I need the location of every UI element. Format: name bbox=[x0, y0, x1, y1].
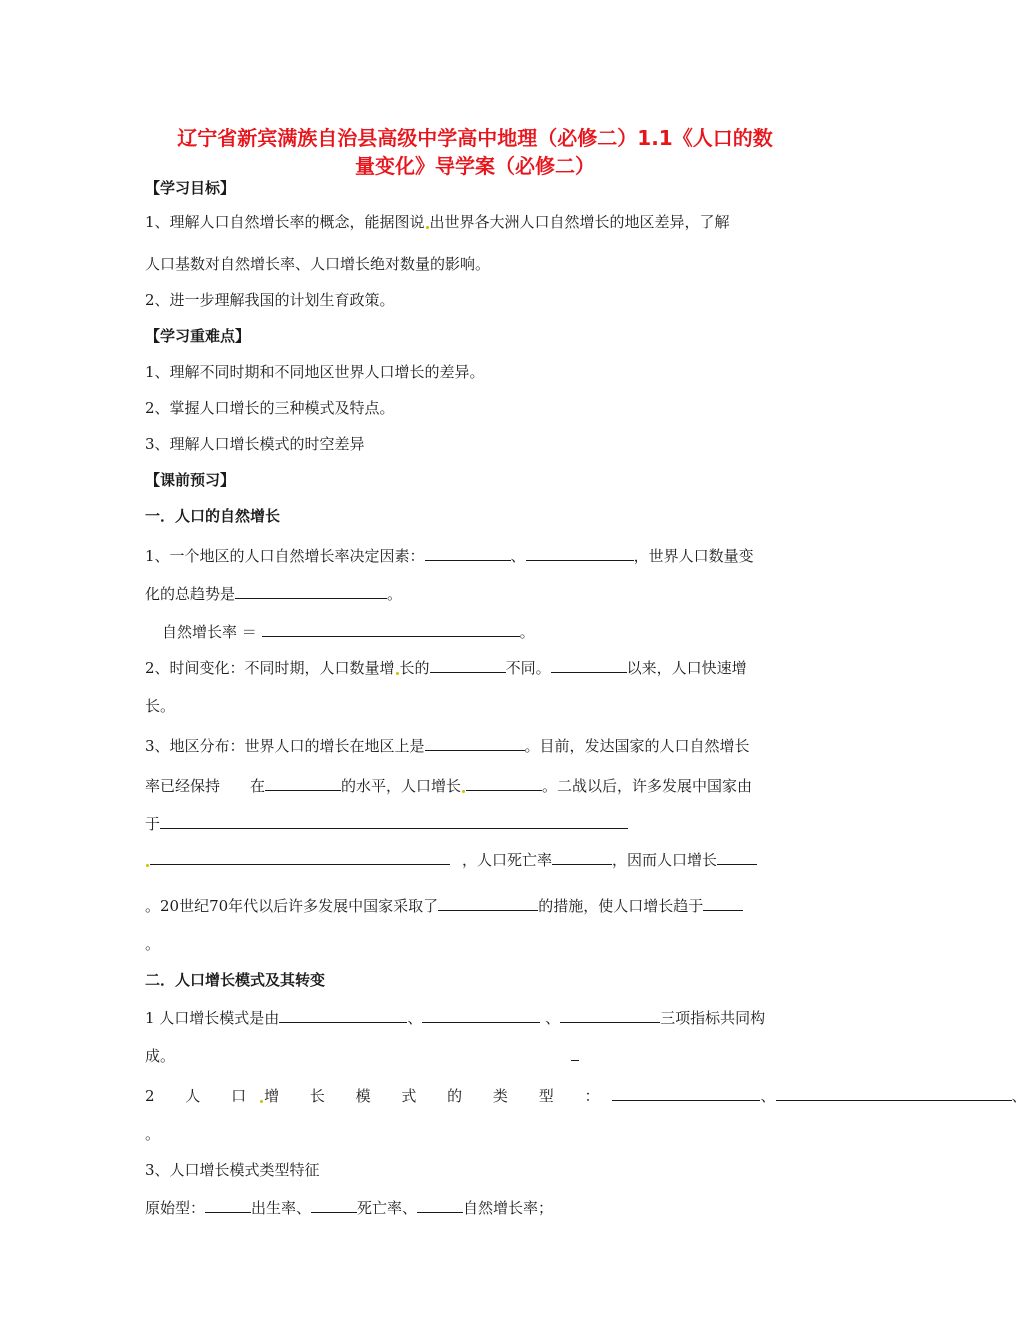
answer-blank[interactable] bbox=[265, 774, 341, 791]
answer-blank[interactable] bbox=[425, 734, 525, 751]
answer-blank[interactable] bbox=[552, 848, 612, 865]
goals-heading: 【学习目标】 bbox=[145, 179, 236, 197]
mark-dot bbox=[462, 790, 465, 793]
question-1-line-2: 化的总趋势是 。 bbox=[145, 582, 402, 604]
answer-blank[interactable] bbox=[150, 848, 450, 865]
stray-underline bbox=[571, 1060, 579, 1061]
answer-blank[interactable] bbox=[466, 774, 542, 791]
answer-blank[interactable] bbox=[160, 812, 628, 829]
answer-blank[interactable] bbox=[551, 656, 627, 673]
key-point-1: 1、理解不同时期和不同地区世界人口增长的差异。 bbox=[145, 363, 485, 381]
part-2-question-1-line-2: 成。 bbox=[145, 1047, 176, 1065]
answer-blank[interactable] bbox=[205, 1196, 251, 1213]
key-points-heading: 【学习重难点】 bbox=[145, 327, 251, 345]
part-2-question-2-line-2: 。 bbox=[145, 1125, 161, 1143]
key-point-2: 2、掌握人口增长的三种模式及特点。 bbox=[145, 399, 395, 417]
answer-blank[interactable] bbox=[717, 848, 757, 865]
mark-dot bbox=[260, 1100, 263, 1103]
goal-2: 2、进一步理解我国的计划生育政策。 bbox=[145, 291, 395, 309]
answer-blank[interactable] bbox=[430, 656, 506, 673]
part-2-question-2-line-1: 2 人 口 增 长 模 式 的 类 型 ： 、 、 bbox=[145, 1084, 1027, 1106]
part-2-heading: 二．人口增长模式及其转变 bbox=[145, 971, 326, 989]
answer-blank[interactable] bbox=[560, 1006, 660, 1023]
answer-blank[interactable] bbox=[417, 1196, 463, 1213]
mark-dot bbox=[396, 672, 399, 675]
goal-1-line-1: 1、理解人口自然增长率的概念，能据图说 出世界各大洲人口自然增长的地区差异，了解 bbox=[145, 213, 730, 231]
question-2-line-2: 长。 bbox=[145, 697, 176, 715]
mark-dot bbox=[426, 226, 429, 229]
part-2-question-1-line-1: 1 人口增长模式是由 、 、 三项指标共同构 bbox=[145, 1006, 765, 1028]
question-1-formula: 自然增长率 ＝ 。 bbox=[162, 620, 535, 642]
question-3-line-3: 于 bbox=[145, 812, 628, 834]
answer-blank[interactable] bbox=[438, 894, 538, 911]
answer-blank[interactable] bbox=[776, 1084, 1012, 1101]
answer-blank[interactable] bbox=[703, 894, 743, 911]
mark-dot bbox=[146, 864, 149, 867]
answer-blank[interactable] bbox=[262, 620, 520, 637]
question-1-line-1: 1、一个地区的人口自然增长率决定因素： 、 ，世界人口数量变 bbox=[145, 544, 754, 566]
question-3-line-2: 率已经保持 在 的水平，人口增长 。二战以后，许多发展中国家由 bbox=[145, 774, 752, 796]
question-3-line-6: 。 bbox=[145, 935, 161, 953]
answer-blank[interactable] bbox=[279, 1006, 407, 1023]
preview-heading: 【课前预习】 bbox=[145, 471, 236, 489]
answer-blank[interactable] bbox=[425, 544, 511, 561]
answer-blank[interactable] bbox=[526, 544, 634, 561]
document-title bbox=[120, 124, 830, 180]
goal-1-line-2: 人口基数对自然增长率、人口增长绝对数量的影响。 bbox=[145, 255, 491, 273]
answer-blank[interactable] bbox=[612, 1084, 760, 1101]
question-3-line-5: 。20世纪70年代以后许多发展中国家采取了 的措施，使人口增长趋于 bbox=[145, 894, 743, 916]
question-3-line-4: ，人口死亡率 ，因而人口增长 bbox=[145, 848, 757, 870]
title-line-1: 辽宁省新宾满族自治县高级中学高中地理（必修二）1.1《人口的数 bbox=[177, 126, 773, 150]
key-point-3: 3、理解人口增长模式的时空差异 bbox=[145, 435, 365, 453]
question-3-line-1: 3、地区分布：世界人口的增长在地区上是 。目前，发达国家的人口自然增长 bbox=[145, 734, 750, 756]
part-2-question-4: 原始型： 出生率、 死亡率、 自然增长率； bbox=[145, 1196, 553, 1218]
answer-blank[interactable] bbox=[311, 1196, 357, 1213]
title-line-2: 量变化》导学案（必修二） bbox=[355, 154, 595, 178]
answer-blank[interactable] bbox=[422, 1006, 540, 1023]
answer-blank[interactable] bbox=[235, 582, 387, 599]
part-1-heading: 一．人口的自然增长 bbox=[145, 507, 281, 525]
part-2-question-3: 3、人口增长模式类型特征 bbox=[145, 1161, 320, 1179]
question-2-line-1: 2、时间变化：不同时期，人口数量增 长的 不同。 以来，人口快速增 bbox=[145, 656, 747, 678]
